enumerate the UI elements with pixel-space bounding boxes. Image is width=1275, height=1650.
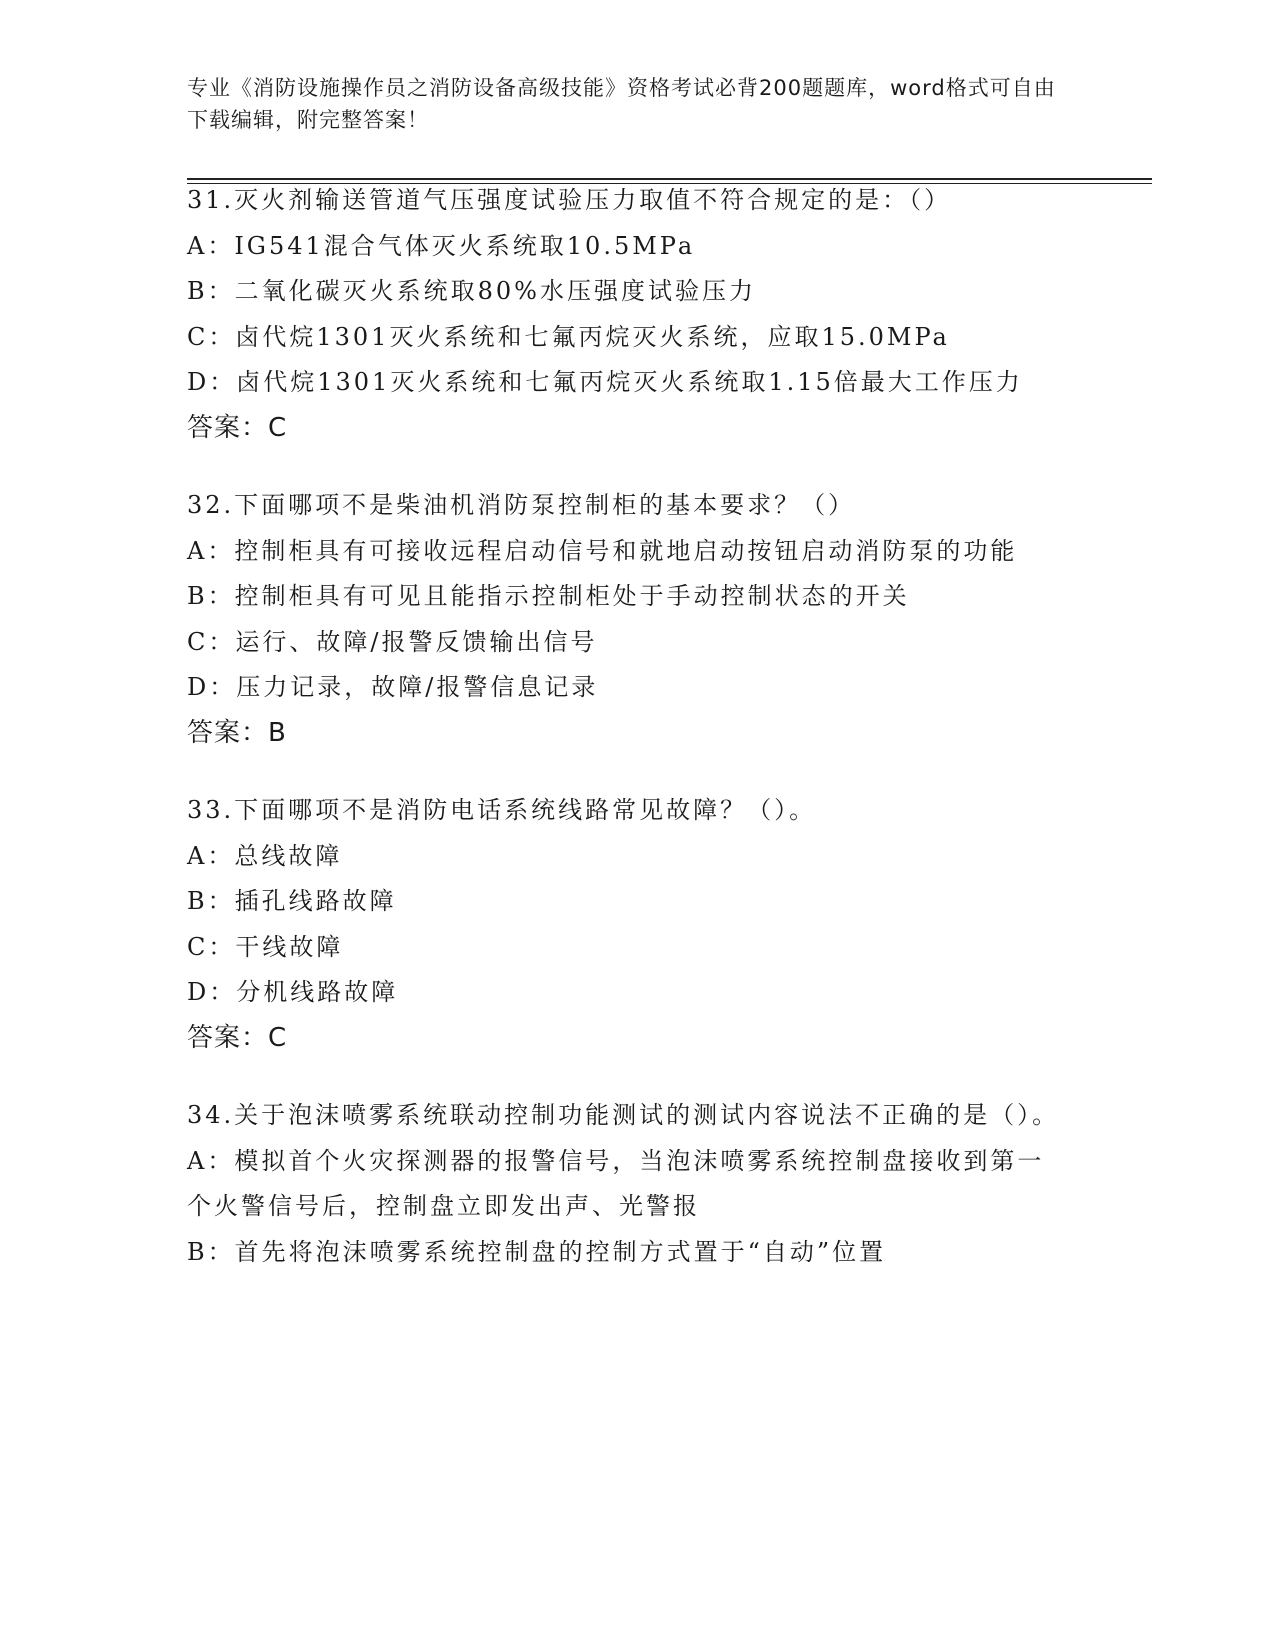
option-d: D：分机线路故障 [187, 978, 399, 1006]
option-b: B：插孔线路故障 [187, 887, 397, 915]
option-a: A：IG541混合气体灭火系统取10.5MPa [187, 231, 696, 260]
option-d: D：压力记录，故障/报警信息记录 [187, 673, 599, 701]
document-header: 专业《消防设施操作员之消防设备高级技能》资格考试必背200题题库，word格式可自由下载编辑，附完整答案！ [187, 76, 1056, 132]
option-a: A：总线故障 [187, 841, 343, 870]
option-b: B：首先将泡沫喷雾系统控制盘的控制方式置于“自动”位置 [187, 1237, 887, 1266]
option-b: B：控制柜具有可见且能指示控制柜处于手动控制状态的开关 [187, 582, 910, 610]
option-c: C：卤代烷1301灭火系统和七氟丙烷灭火系统，应取15.0MPa [187, 322, 950, 351]
answer: 答案：C [187, 412, 288, 443]
option-a: A：模拟首个火灾探测器的报警信号，当泡沫喷雾系统控制盘接收到第一个火警信号后，控制盘立即发出声、光警报 [187, 1146, 1045, 1220]
question-31 [187, 178, 1087, 451]
question-stem: 33.下面哪项不是消防电话系统线路常见故障？（）。 [187, 796, 817, 824]
option-b: B：二氧化碳灭火系统取80%水压强度试验压力 [187, 277, 756, 305]
option-a: A：控制柜具有可接收远程启动信号和就地启动按钮启动消防泵的功能 [187, 536, 1018, 565]
question-stem: 32.下面哪项不是柴油机消防泵控制柜的基本要求？（） [187, 491, 856, 519]
question-stem: 34.关于泡沫喷雾系统联动控制功能测试的测试内容说法不正确的是（）。 [187, 1101, 1060, 1129]
answer: 答案：C [187, 1022, 288, 1053]
option-d: D：卤代烷1301灭火系统和七氟丙烷灭火系统取1.15倍最大工作压力 [187, 368, 1023, 396]
option-c: C：运行、故障/报警反馈输出信号 [187, 627, 598, 656]
question-33 [187, 788, 1087, 1061]
answer: 答案：B [187, 717, 287, 748]
question-34 [187, 1093, 1087, 1275]
question-stem: 31.灭火剂输送管道气压强度试验压力取值不符合规定的是：（） [187, 186, 952, 214]
question-32 [187, 483, 1087, 756]
option-c: C：干线故障 [187, 932, 344, 961]
